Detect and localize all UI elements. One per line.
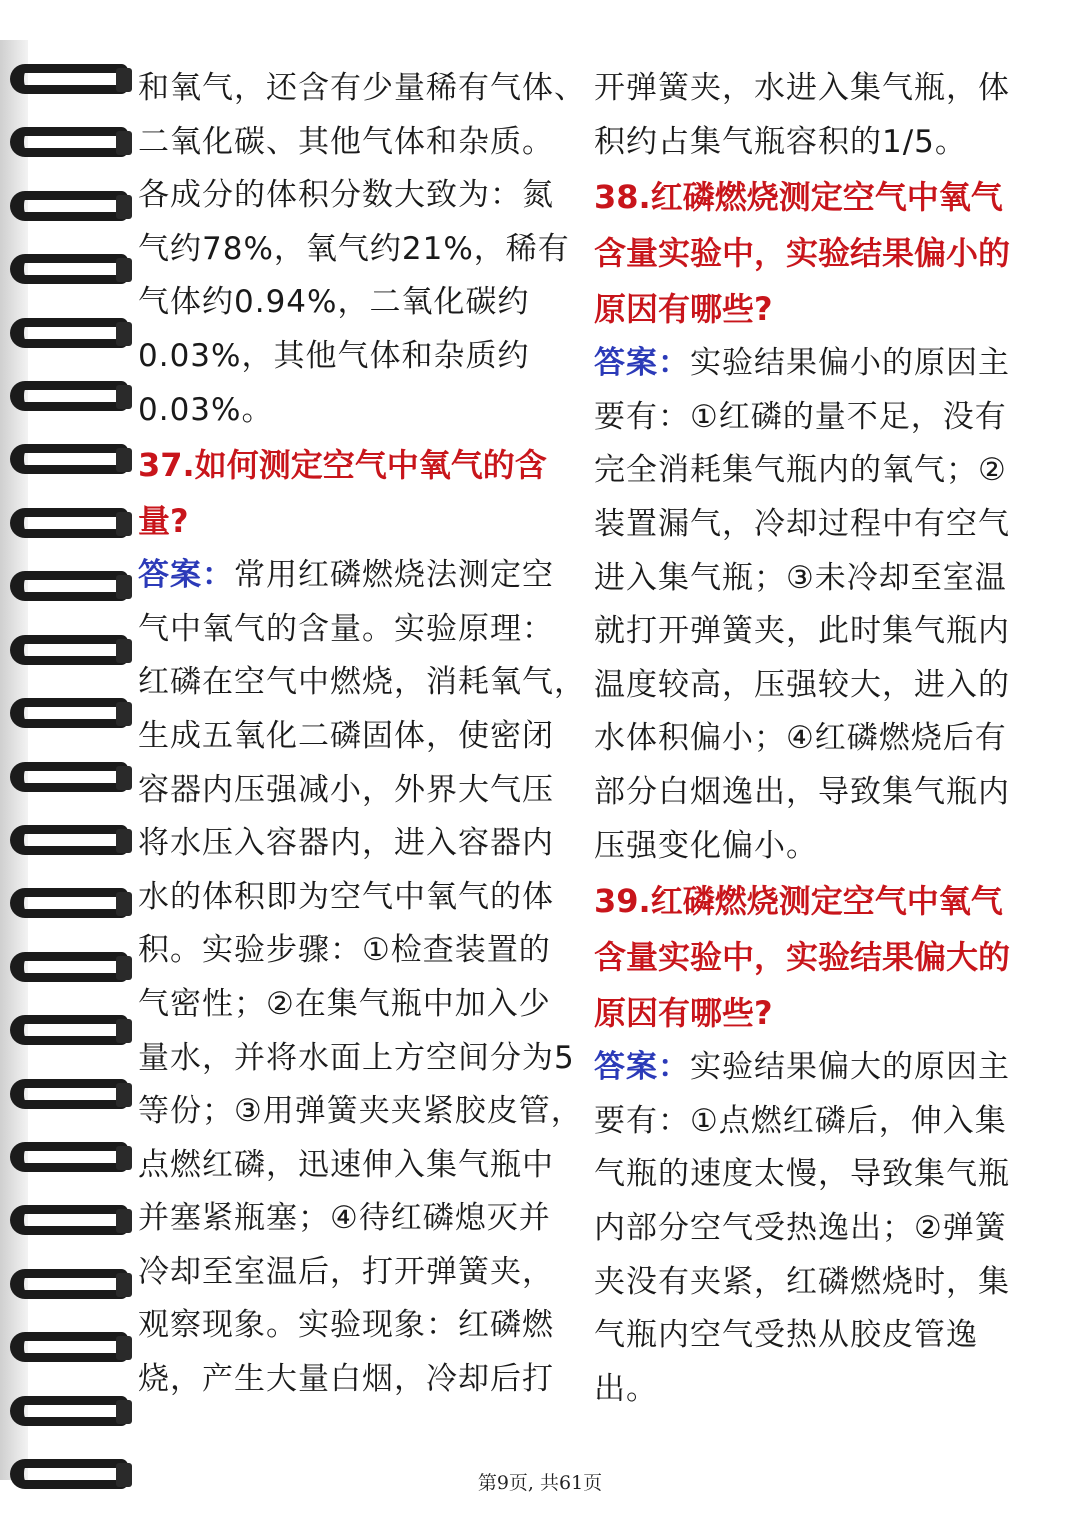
text-line: 冷却至室温后，打开弹簧夹，	[138, 1253, 554, 1290]
text-line: 0.03%。	[138, 391, 274, 428]
left-column	[138, 62, 586, 1407]
question-39-heading: 原因有哪些?	[594, 994, 773, 1033]
spiral-ring	[10, 629, 132, 673]
spiral-ring-loop	[10, 888, 128, 918]
spiral-ring	[10, 58, 132, 102]
binding-hole	[116, 1083, 132, 1107]
text-line: 红磷在空气中燃烧，消耗氧气，	[138, 664, 586, 701]
binding-hole	[116, 448, 132, 472]
binding-hole	[116, 702, 132, 726]
spiral-ring-loop	[10, 571, 128, 601]
spiral-ring-loop	[10, 1079, 128, 1109]
answer-37-first-line	[138, 549, 578, 603]
spiral-ring	[10, 1009, 132, 1053]
text-line: 积约占集气瓶容积的1/5。	[594, 123, 967, 160]
question-39-heading: 39.红磷燃烧测定空气中氧气	[594, 882, 1003, 921]
text-line: 和氧气，还含有少量稀有气体、	[138, 70, 586, 106]
binding-hole	[116, 512, 132, 536]
answer-text: 实验结果偏大的原因主	[690, 1049, 1010, 1086]
spiral-ring-loop	[10, 127, 128, 157]
spiral-ring-loop	[10, 444, 128, 474]
text-line: 量水，并将水面上方空间分为5	[138, 1039, 575, 1076]
binding-hole	[116, 1019, 132, 1043]
question-38-heading: 38.红磷燃烧测定空气中氧气	[594, 178, 1003, 217]
spiral-ring-loop	[10, 952, 128, 982]
text-line: 完全消耗集气瓶内的氧气；②	[594, 452, 1007, 489]
spiral-ring	[10, 692, 132, 736]
text-line: 进入集气瓶；③未冷却至室温	[594, 559, 1007, 596]
binding-hole	[116, 575, 132, 599]
text-line: 要有：①点燃红磷后，伸入集	[594, 1102, 1007, 1139]
text-line: 部分白烟逸出，导致集气瓶内	[594, 773, 1010, 810]
spiral-ring	[10, 312, 132, 356]
text-line: 二氧化碳、其他气体和杂质。	[138, 123, 554, 160]
text-line: 0.03%，其他气体和杂质约	[138, 337, 530, 374]
text-line: 水体积偏小；④红磷燃烧后有	[594, 720, 1007, 757]
text-line: 压强变化偏小。	[594, 827, 818, 864]
text-line: 观察现象。实验现象：红磷燃	[138, 1307, 554, 1344]
spiral-ring-loop	[10, 1142, 128, 1172]
spiral-ring-loop	[10, 1396, 128, 1426]
text-line: 等份；③用弹簧夹夹紧胶皮管，	[138, 1093, 583, 1130]
text-line: 夹没有夹紧，红磷燃烧时，集	[594, 1263, 1010, 1300]
text-line: 烧，产生大量白烟，冷却后打	[138, 1361, 554, 1398]
binding-hole	[116, 68, 132, 92]
binding-hole	[116, 195, 132, 219]
binding-hole	[116, 639, 132, 663]
spiral-ring	[10, 565, 132, 609]
spiral-ring-loop	[10, 762, 128, 792]
spiral-ring-loop	[10, 508, 128, 538]
spiral-ring	[10, 756, 132, 800]
spiral-ring	[10, 1390, 132, 1434]
spiral-ring	[10, 121, 132, 165]
binding-hole	[116, 258, 132, 282]
spiral-ring	[10, 375, 132, 419]
answer-label: 答案：	[594, 1049, 690, 1086]
spiral-binding	[0, 40, 140, 1480]
text-line: 气中氧气的含量。实验原理：	[138, 610, 554, 647]
spiral-ring-loop	[10, 318, 128, 348]
text-line: 气密性；②在集气瓶中加入少	[138, 985, 551, 1022]
spiral-ring-loop	[10, 191, 128, 221]
text-line: 出。	[594, 1370, 658, 1407]
binding-hole	[116, 1336, 132, 1360]
binding-hole	[116, 892, 132, 916]
binding-hole	[116, 956, 132, 980]
question-37-heading: 37.如何测定空气中氧气的含	[138, 446, 547, 485]
spiral-ring	[10, 1326, 132, 1370]
text-line: 开弹簧夹，水进入集气瓶，体	[594, 70, 1010, 106]
answer-label: 答案：	[594, 345, 690, 382]
spiral-ring-loop	[10, 1015, 128, 1045]
spiral-ring	[10, 1263, 132, 1307]
spiral-ring	[10, 185, 132, 229]
text-line: 点燃红磷，迅速伸入集气瓶中	[138, 1146, 554, 1183]
question-39-heading: 含量实验中，实验结果偏大的	[594, 938, 1011, 977]
spiral-ring-loop	[10, 64, 128, 94]
text-line: 气体约0.94%，二氧化碳约	[138, 284, 530, 321]
binding-hole	[116, 1273, 132, 1297]
binding-hole	[116, 829, 132, 853]
text-line: 积。实验步骤：①检查装置的	[138, 932, 551, 969]
answer-label: 答案：	[138, 557, 234, 594]
answer-39-first-line	[594, 1041, 1024, 1095]
text-line: 气约78%，氧气约21%，稀有	[138, 230, 570, 267]
text-line: 生成五氧化二磷固体，使密闭	[138, 717, 554, 754]
spiral-ring	[10, 438, 132, 482]
right-column	[594, 62, 1024, 1416]
binding-hole	[116, 322, 132, 346]
spiral-ring	[10, 1136, 132, 1180]
text-line: 温度较高，压强较大，进入的	[594, 666, 1010, 703]
question-38-heading: 含量实验中，实验结果偏小的	[594, 234, 1011, 273]
binding-hole	[116, 385, 132, 409]
spiral-ring-loop	[10, 254, 128, 284]
text-line: 气瓶的速度太慢，导致集气瓶	[594, 1156, 1010, 1193]
text-line: 气瓶内空气受热从胶皮管逸	[594, 1317, 978, 1354]
binding-hole	[116, 766, 132, 790]
spiral-ring-loop	[10, 698, 128, 728]
question-38-heading: 原因有哪些?	[594, 290, 773, 329]
answer-text: 常用红磷燃烧法测定空	[234, 557, 554, 594]
text-line: 就打开弹簧夹，此时集气瓶内	[594, 613, 1010, 650]
text-line: 内部分空气受热逸出；②弹簧	[594, 1209, 1007, 1246]
spiral-ring	[10, 1073, 132, 1117]
binding-hole	[116, 1400, 132, 1424]
spiral-ring	[10, 882, 132, 926]
spiral-ring-loop	[10, 381, 128, 411]
spiral-ring-loop	[10, 635, 128, 665]
spiral-ring-loop	[10, 1269, 128, 1299]
text-line: 装置漏气，冷却过程中有空气	[594, 505, 1010, 542]
spiral-ring-loop	[10, 1332, 128, 1362]
binding-hole	[116, 1146, 132, 1170]
answer-38-first-line	[594, 337, 1024, 391]
spiral-ring	[10, 819, 132, 863]
spiral-ring	[10, 502, 132, 546]
page-number-footer: 第9页, 共61页	[477, 1472, 603, 1494]
spiral-ring-loop	[10, 825, 128, 855]
text-line: 各成分的体积分数大致为：氮	[138, 177, 554, 214]
answer-text: 实验结果偏小的原因主	[690, 345, 1010, 382]
question-37-heading: 量?	[138, 502, 189, 541]
text-line: 并塞紧瓶塞；④待红磷熄灭并	[138, 1200, 551, 1237]
binding-hole	[116, 1209, 132, 1233]
text-line: 要有：①红磷的量不足，没有	[594, 398, 1007, 435]
spiral-ring	[10, 946, 132, 990]
text-line: 容器内压强减小，外界大气压	[138, 771, 554, 808]
text-line: 水的体积即为空气中氧气的体	[138, 878, 554, 915]
text-line: 将水压入容器内，进入容器内	[138, 825, 554, 862]
spiral-ring	[10, 1199, 132, 1243]
spiral-ring-loop	[10, 1205, 128, 1235]
binding-hole	[116, 131, 132, 155]
spiral-ring	[10, 248, 132, 292]
